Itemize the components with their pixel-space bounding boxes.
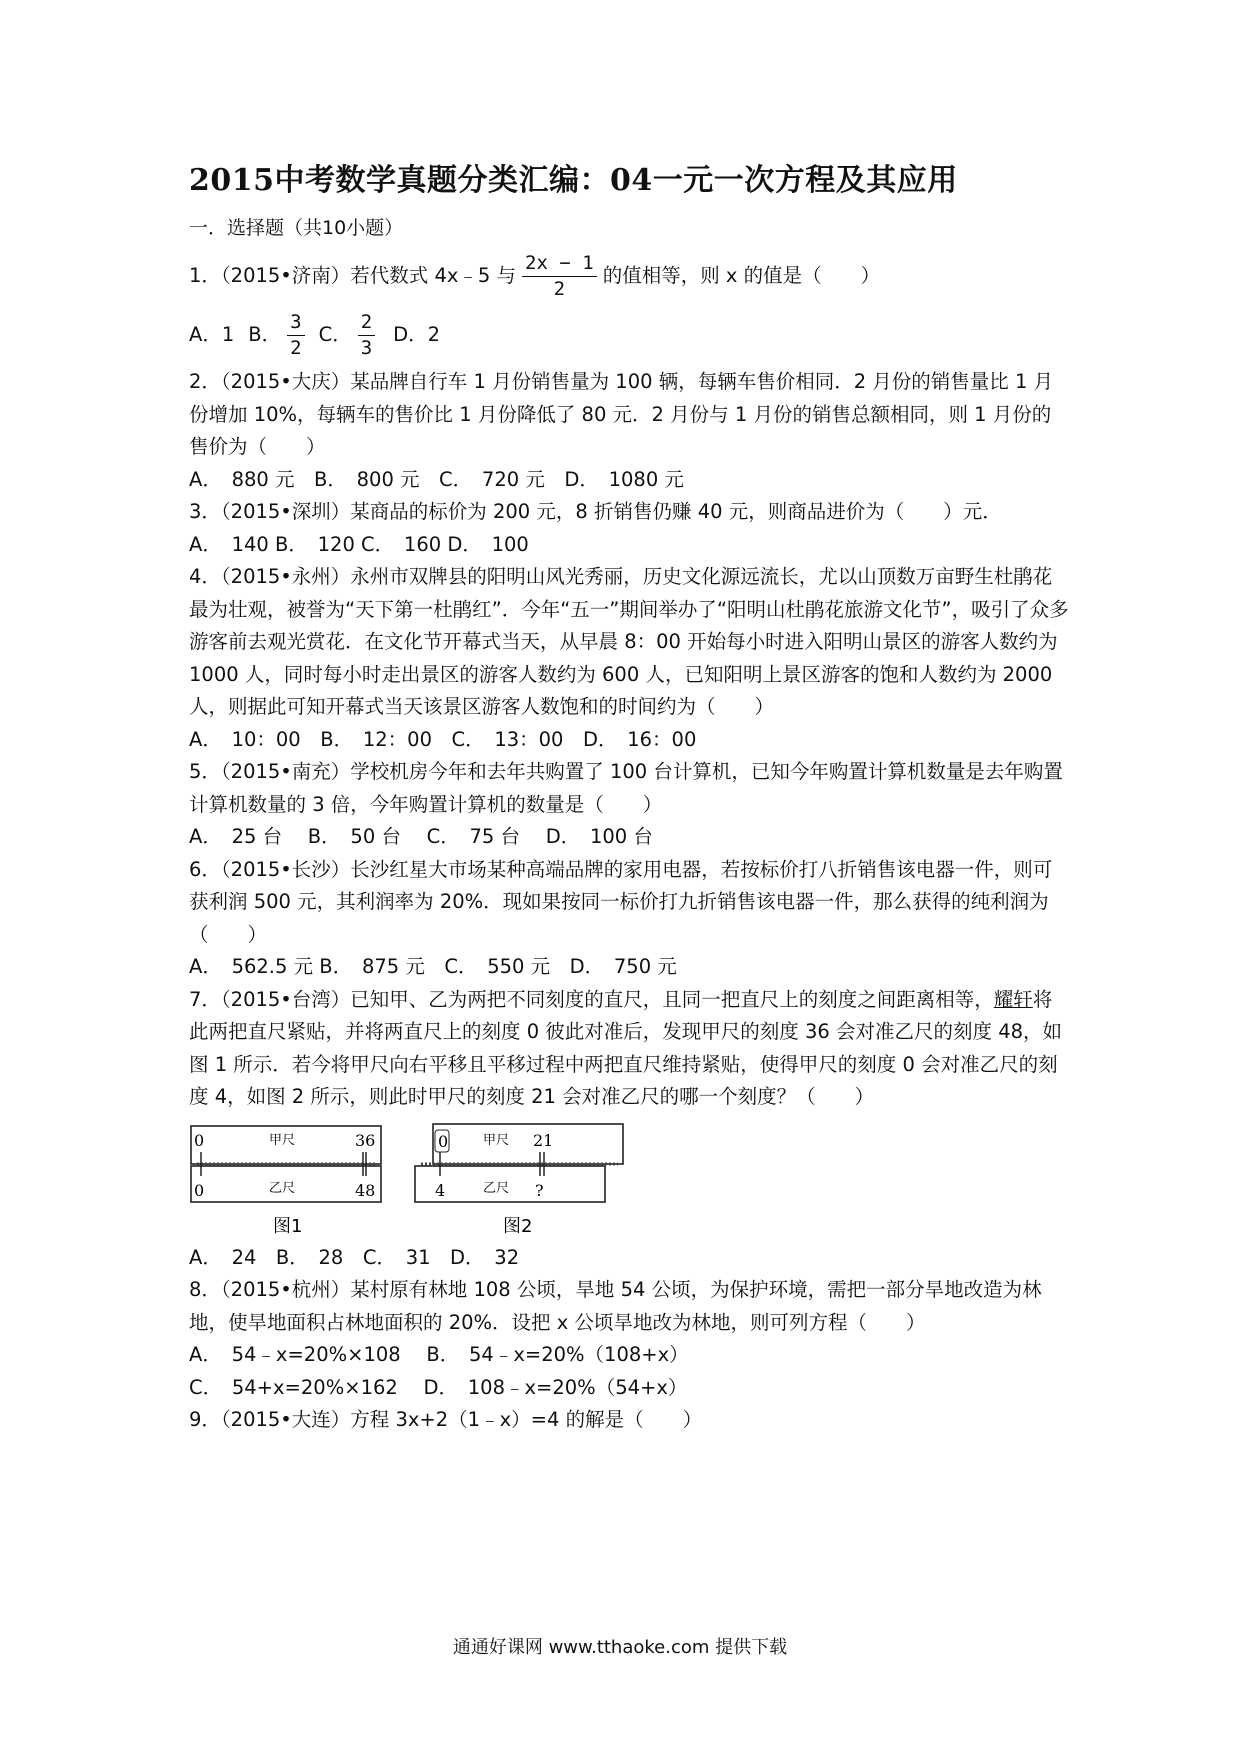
- fig1-top-left-label: 0: [194, 1130, 205, 1150]
- question-3: 3．（2015•深圳）某商品的标价为 200 元，8 折销售仍赚 40 元，则商品进价为（ ）元．: [189, 500, 1002, 523]
- document-body: [189, 155, 1069, 1437]
- question-1: [189, 248, 1069, 304]
- fig1-top-right-label: 36: [355, 1130, 376, 1150]
- q1-options: [189, 304, 1069, 366]
- fig2-top-left-label: 0: [438, 1131, 449, 1151]
- q2-options: A． 880 元 B． 800 元 C． 720 元 D． 1080 元: [189, 467, 684, 491]
- section-heading: 一．选择题（共10小题）: [189, 217, 404, 239]
- q1-option-c-label: C．: [318, 322, 352, 346]
- q1-text-after: 的值相等，则 x 的值是（ ）: [602, 263, 881, 287]
- fig2-bottom-name: 乙尺: [483, 1180, 510, 1196]
- q1-fraction: [522, 251, 597, 300]
- q1-fraction-denominator: 2: [553, 277, 566, 300]
- fig2-top-right-label: 21: [533, 1130, 554, 1150]
- q1-option-d: D．2: [393, 322, 441, 346]
- q1-option-b-fraction: [287, 310, 304, 359]
- fig2-bottom-right-label: ?: [535, 1180, 544, 1200]
- fig1-top-name: 甲尺: [269, 1132, 296, 1148]
- q7-text-after: 将此两把直尺紧贴，并将两直尺上的刻度 0 彼此对准后，发现甲尺的刻度 36 会对准乙尺的刻度 48，如图 1 所示．若今将甲尺向右平移且平移过程中两把直尺维持紧贴，使得甲尺的刻度 0 会对准乙尺的刻度 4，如图 2 所示，则此时甲尺的刻度 21 会对准乙尺的哪一个刻度？（ ）: [189, 987, 1063, 1108]
- q1-option-a: A．1: [189, 322, 235, 346]
- q5-options: A． 25 台 B． 50 台 C． 75 台 D． 100 台: [189, 825, 653, 848]
- q7-options: A． 24 B． 28 C． 31 D． 32: [189, 1245, 520, 1269]
- fig2-top-name: 甲尺: [483, 1132, 510, 1148]
- fig1-bottom-right-label: 48: [355, 1180, 376, 1200]
- q6-options: A． 562.5 元 B． 875 元 C． 550 元 D． 750 元: [189, 955, 677, 978]
- fig2-bottom-left-label: 4: [435, 1180, 446, 1200]
- fig2-ruler-jia: [433, 1124, 623, 1164]
- q1-option-c-fraction: [358, 310, 375, 359]
- fig2-caption: 图2: [503, 1215, 533, 1237]
- question-7: [189, 984, 1069, 1114]
- question-8: 8．（2015•杭州）某村原有林地 108 公顷，旱地 54 公顷，为保护环境，需把一部分旱地改造为林地，使旱地面积占林地面积的 20%．设把 x 公顷旱地改为林地，则可列方程（ ）: [189, 1278, 1042, 1334]
- q1-option-b-numerator: 3: [287, 313, 304, 336]
- fig1-bottom-name: 乙尺: [269, 1180, 296, 1196]
- q1-text-before: 1．（2015•济南）若代数式 4x﹣5 与: [189, 263, 517, 287]
- figure-1-rulers: [189, 1122, 389, 1242]
- q8-options-line-2: C． 54+x=20%×162 D． 108﹣x=20%（54+x）: [189, 1375, 688, 1399]
- q1-fraction-numerator: 2x − 1: [522, 254, 597, 277]
- q3-options: A． 140 B． 120 C． 160 D． 100: [189, 532, 529, 556]
- question-6: 6．（2015•长沙）长沙红星大市场某种高端品牌的家用电器，若按标价打八折销售该电器一件，则可获利润 500 元，其利润率为 20%．现如果按同一标价打九折销售该电器一件，那么获得的纯利润为（ ）: [189, 857, 1053, 946]
- question-9: 9．（2015•大连）方程 3x+2（1﹣x）=4 的解是（ ）: [189, 1408, 703, 1431]
- question-5: 5．（2015•南充）学校机房今年和去年共购置了 100 台计算机，已知今年购置计算机数量是去年购置计算机数量的 3 倍，今年购置计算机的数量是（ ）: [189, 760, 1063, 816]
- q7-text-before: 7．（2015•台湾）已知甲、乙为两把不同刻度的直尺，且同一把直尺上的刻度之间距离相等，: [189, 987, 994, 1011]
- fig1-bottom-left-label: 0: [194, 1180, 205, 1200]
- figure-2-rulers: [413, 1122, 628, 1242]
- question-4: 4．（2015•永州）永州市双牌县的阳明山风光秀丽，历史文化源远流长，尤以山顶数万亩野生杜鹃花最为壮观，被誉为“天下第一杜鹃红”．今年“五一”期间举办了“阳明山杜鹃花旅游文化节”，吸引了众多游客前去观光赏花．在文化节开幕式当天，从早晨 8：00 开始每小时进入阳明山景区的游客人数约为 1000 人，同时每小时走出景区的游客人数约为 600 人，已知阳明上景区游客的饱和人数约为 2000 人，则据此可知开幕式当天该景区游客人数饱和的时间约为（ ）: [189, 565, 1069, 718]
- q7-underlined-name: 耀轩: [993, 987, 1033, 1011]
- q7-figures: [189, 1122, 1069, 1242]
- q1-option-b-label: B．: [248, 322, 282, 346]
- q1-option-b-denominator: 2: [290, 336, 302, 359]
- q8-options-line-1: A． 54﹣x=20%×108 B． 54﹣x=20%（108+x）: [189, 1343, 689, 1366]
- q1-option-c-denominator: 3: [360, 336, 373, 359]
- q1-option-c-numerator: 2: [358, 313, 375, 336]
- page-title: 2015中考数学真题分类汇编：04一元一次方程及其应用: [189, 163, 958, 198]
- question-2: 2．（2015•大庆）某品牌自行车 1 月份销售量为 100 辆，每辆车售价相同．2 月份的销售量比 1 月份增加 10%，每辆车的售价比 1 月份降低了 80 元．2 月份与 1 月份的销售总额相同，则 1 月份的售价为（ ）: [189, 370, 1054, 458]
- page-footer: 通通好课网 www.tthaoke.com 提供下载: [452, 1637, 788, 1658]
- fig1-caption: 图1: [273, 1215, 303, 1237]
- q4-options: A． 10：00 B． 12：00 C． 13：00 D． 16：00: [189, 727, 697, 751]
